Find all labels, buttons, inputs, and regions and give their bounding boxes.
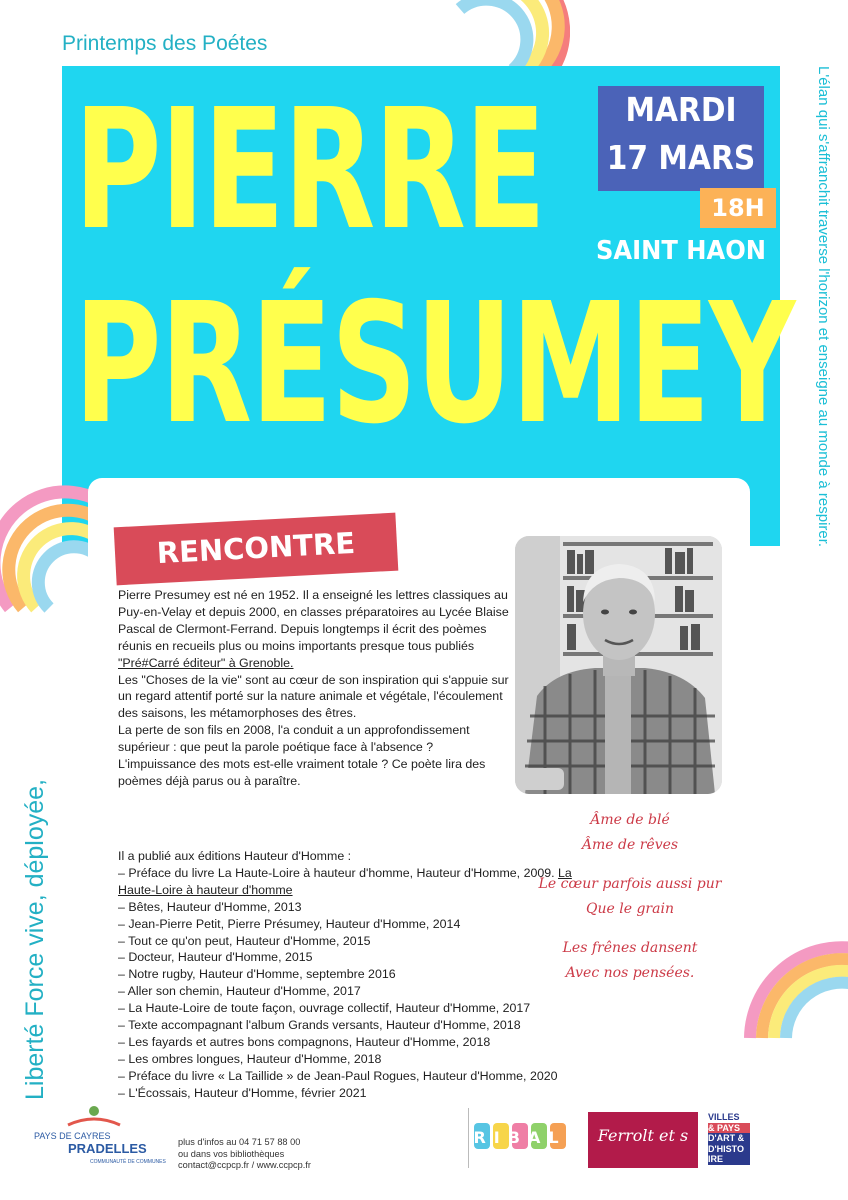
poem-line: Avec nos pensées.: [565, 965, 695, 981]
community-logo: [28, 1105, 168, 1171]
contact-libraries: ou dans vos bibliothèques: [178, 1148, 285, 1159]
poet-last-name: PRÉSUMEY: [74, 268, 795, 461]
publication-item: – Bêtes, Hauteur d'Homme, 2013: [118, 899, 302, 914]
section-title: RENCONTRE: [114, 513, 399, 586]
publication-item-text: – Préface du livre La Haute-Loire à hauteur d'homme, Hauteur d'Homme, 2009.: [118, 865, 555, 880]
poem-line: Âme de rêves: [581, 837, 679, 853]
villes-line: & PAYS: [708, 1123, 750, 1134]
rainbow-right-icon: [744, 938, 848, 1042]
logo-line-1: PAYS DE CAYRES: [34, 1131, 111, 1141]
publication-item: – L'Écossais, Hauteur d'Homme, février 2021: [118, 1085, 367, 1100]
publication-item: – Notre rugby, Hauteur d'Homme, septembre 2016: [118, 967, 396, 982]
poem-line: Le cœur parfois aussi pur: [538, 876, 722, 892]
poet-photo: [515, 536, 722, 794]
villes-pays-art-histoire-logo: [708, 1112, 750, 1168]
date-box: [598, 86, 764, 191]
contact-info: [178, 1137, 311, 1172]
publication-item: – Texte accompagnant l'album Grands versants, Hauteur d'Homme, 2018: [118, 1018, 521, 1033]
publisher-link[interactable]: "Pré#Carré éditeur" à Grenoble.: [118, 655, 294, 670]
contact-phone: plus d'infos au 04 71 57 88 00: [178, 1137, 301, 1147]
festival-logo: [588, 1112, 698, 1168]
poem-line: Âme de blé: [590, 812, 670, 828]
festival-logo-text: Ferrolt et s: [597, 1126, 689, 1145]
bio-paragraph-1: Pierre Presumey est né en 1952. Il a enseigné les lettres classiques au Puy-en-Velay et depuis 2000, en classes préparatoires au Lycée Blaise Pascal de Clermont-Ferrand. Depuis longtemps il écrit des poèmes réunis en recueils plus ou moins importants presque tous publiés: [118, 588, 509, 653]
side-quote-left: Liberté Force vive, déployée,: [21, 778, 49, 1100]
villes-line: VILLES: [708, 1112, 740, 1122]
biography: [118, 587, 513, 790]
poem-excerpt: [530, 808, 730, 986]
poem-line: Les frênes dansent: [562, 940, 698, 956]
villes-line: D'ART &: [708, 1133, 750, 1144]
villes-line: D'HISTO: [708, 1144, 750, 1155]
event-date: 17 MARS: [606, 138, 756, 177]
bio-paragraph-2: Les "Choses de la vie" sont au cœur de son inspiration qui s'appuie sur un regard attentif porté sur la nature animale et végétale, l'écoulement des saisons, les métamorphoses des êtres.: [118, 672, 509, 721]
publication-item: – La Haute-Loire de toute façon, ouvrage collectif, Hauteur d'Homme, 2017: [118, 1001, 531, 1016]
footer-divider: [468, 1108, 469, 1168]
logo-line-2: PRADELLES: [68, 1141, 147, 1156]
series-label: Printemps des Poétes: [62, 32, 268, 55]
poem-line: Que le grain: [586, 901, 674, 917]
publication-item: – Jean-Pierre Petit, Pierre Présumey, Hauteur d'Homme, 2014: [118, 916, 461, 931]
event-day: MARDI: [625, 90, 737, 129]
publication-item: – Les ombres longues, Hauteur d'Homme, 2018: [118, 1051, 382, 1066]
bio-paragraph-3: La perte de son fils en 2008, l'a conduit a un approfondissement supérieur : que peut la parole poétique face à l'absence ? L'impuissance des mots est-elle vraiment totale ? Ce poète lira des poèmes déjà parus ou à paraître.: [118, 723, 486, 788]
poet-first-name: PIERRE: [74, 74, 545, 267]
publication-item: – Docteur, Hauteur d'Homme, 2015: [118, 950, 313, 965]
publications-intro: Il a publié aux éditions Hauteur d'Homme :: [118, 849, 352, 863]
ribal-text: RIBAL: [473, 1128, 567, 1147]
contact-web[interactable]: contact@ccpcp.fr / www.ccpcp.fr: [178, 1160, 311, 1170]
publication-link[interactable]: La Haute-Loire à hauteur d'homme: [118, 865, 572, 897]
publication-item: – Les fayards et autres bons compagnons, Hauteur d'Homme, 2018: [118, 1034, 491, 1049]
villes-line: IRE: [708, 1154, 750, 1165]
publication-item: – Aller son chemin, Hauteur d'Homme, 2017: [118, 984, 361, 999]
publication-item: – Préface du livre « La Taillide » de Jean-Paul Rogues, Hauteur d'Homme, 2020: [118, 1068, 558, 1083]
side-quote-right: L'élan qui s'affranchit traverse l'horizon et enseigne au monde à respirer.: [815, 66, 832, 548]
ribal-logo: [472, 1115, 572, 1165]
event-place: SAINT HAON: [595, 236, 767, 266]
publication-item: – Tout ce qu'on peut, Hauteur d'Homme, 2015: [118, 933, 371, 948]
logo-line-3: COMMUNAUTÉ DE COMMUNES: [90, 1159, 166, 1165]
event-time: 18H: [700, 188, 776, 228]
